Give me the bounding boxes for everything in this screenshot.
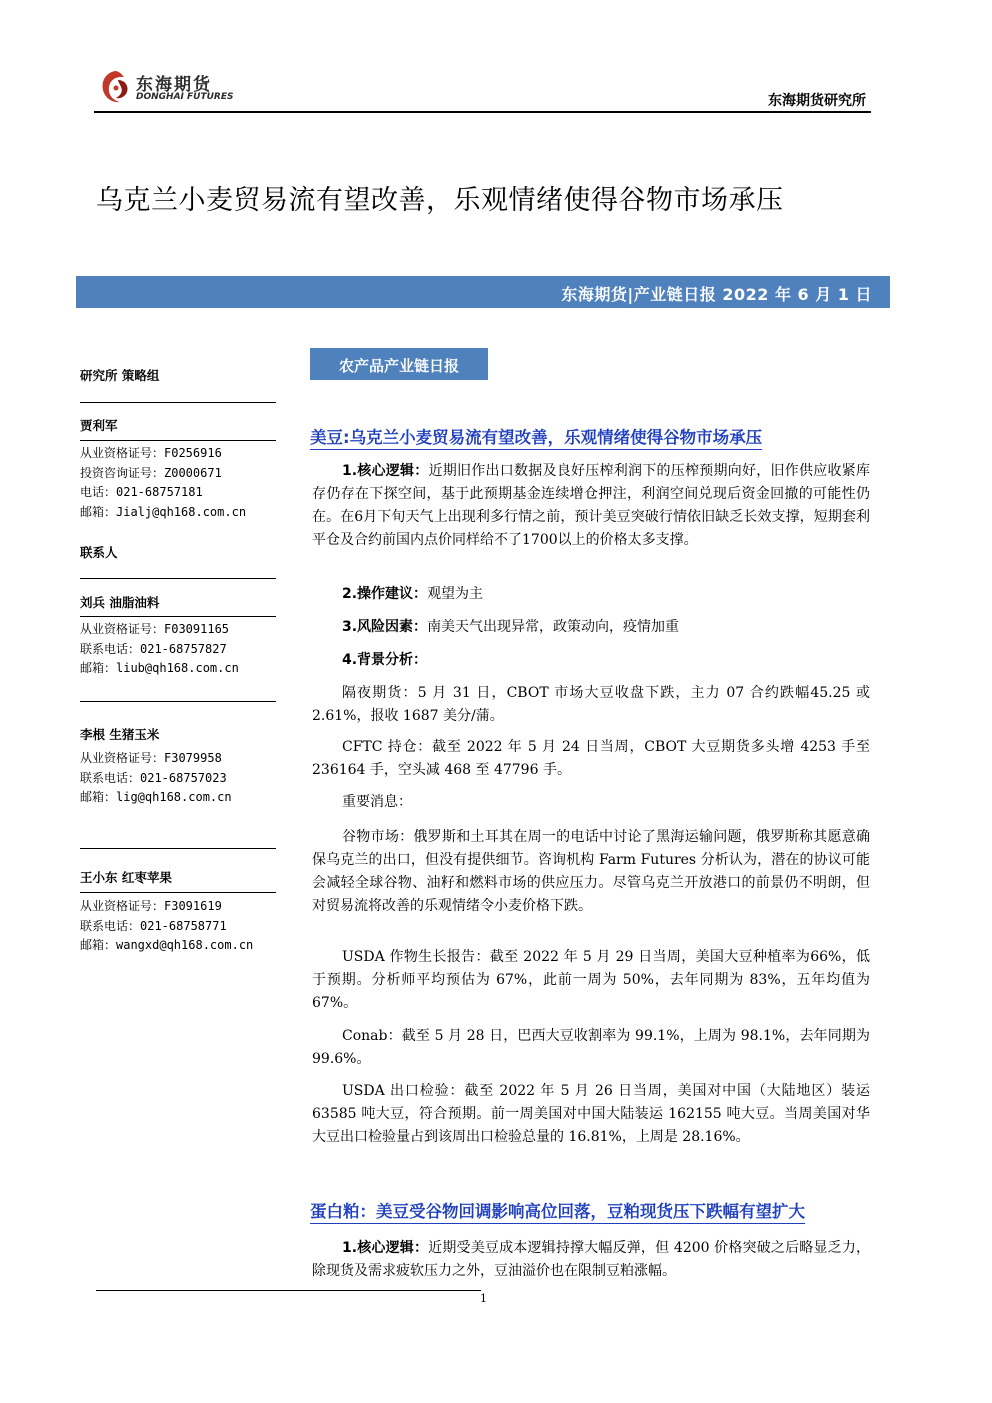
core-logic-text: 近期旧作出口数据及良好压榨利润下的压榨预期向好，旧作供应收紧库存仍存在下探空间，基于此预期基金连续增仓押注，利润空间兑现后资金回撤的可能性仍在。在6月下旬天气上出现利多行情之前，预计美豆突破行情依旧缺乏长效支撑，短期套利平仓及合约前国内点价同样给不了1700以上的价格太多支撑。 bbox=[312, 463, 871, 548]
analyst-phone: 电话：021-68757181 bbox=[80, 485, 203, 499]
section-tag bbox=[310, 348, 488, 380]
analyst-advisory-license: 投资咨询证号：Z0000671 bbox=[80, 465, 222, 480]
logo-english-name: DONGHAI FUTURES bbox=[136, 92, 234, 102]
contact-name: 刘兵 油脂油料 bbox=[80, 595, 160, 610]
news-label: 重要消息： bbox=[342, 794, 412, 810]
company-logo bbox=[98, 66, 258, 110]
usda-export-paragraph: USDA 出口检验：截至 2022 年 5 月 26 日当周，美国对中国（大陆地区）装运 63585 吨大豆，符合预期。前一周美国对中国大陆装运 162155 吨大豆。当周美国对华大豆出口检验量占到该周出口检验总量的 16.81%，上周是 28.16%。 bbox=[312, 1083, 870, 1145]
contact-phone: 联系电话：021-68757023 bbox=[80, 770, 227, 785]
department-label: 研究所 策略组 bbox=[80, 368, 160, 383]
analyst-name: 贾利军 bbox=[80, 418, 118, 433]
contact-license: 从业资格证号：F3079958 bbox=[80, 751, 222, 765]
cftc-paragraph: CFTC 持仓：截至 2022 年 5 月 24 日当周，CBOT 大豆期货多头增 4253 手至 236164 手，空头减 468 至 47796 手。 bbox=[312, 739, 870, 778]
overnight-futures-paragraph: 隔夜期货：5 月 31 日，CBOT 市场大豆收盘下跌，主力 07 合约跌幅45.25 或 2.61%，报收 1687 美分/蒲。 bbox=[312, 685, 870, 724]
contact-email: 邮箱：liub@qh168.com.cn bbox=[80, 661, 239, 675]
analyst-email: 邮箱：Jialj@qh168.com.cn bbox=[80, 504, 247, 519]
background-label: 4.背景分析： bbox=[342, 652, 428, 668]
sidebar-divider bbox=[80, 892, 276, 893]
contact-phone: 联系电话：021-68757827 bbox=[80, 641, 227, 656]
soybean-heading[interactable]: 美豆:乌克兰小麦贸易流有望改善，乐观情绪使得谷物市场承压 bbox=[310, 424, 762, 450]
contact-license: 从业资格证号：F3091619 bbox=[80, 899, 222, 913]
footer-divider bbox=[96, 1290, 481, 1291]
soybean-risk bbox=[312, 616, 870, 639]
institute-name: 东海期货研究所 bbox=[768, 93, 866, 109]
contact-name: 李根 生猪玉米 bbox=[80, 727, 160, 742]
logo-emblem-icon bbox=[98, 68, 132, 106]
contact-license: 从业资格证号：F03091165 bbox=[80, 622, 230, 636]
logo-chinese-name: 东海期货 bbox=[136, 75, 212, 95]
contact-email: 邮箱：wangxd@qh168.com.cn bbox=[80, 938, 254, 952]
header-divider bbox=[94, 111, 871, 113]
core-logic-text: 近期受美豆成本逻辑持撑大幅反弹，但 4200 价格突破之后略显乏力，除现货及需求疲软压力之外，豆油溢价也在限制豆粕涨幅。 bbox=[312, 1240, 871, 1279]
contacts-label: 联系人 bbox=[80, 545, 118, 560]
conab-paragraph: Conab：截至 5 月 28 日，巴西大豆收割率为 99.1%，上周为 98.1%，去年同期为 99.6%。 bbox=[312, 1028, 870, 1067]
contact-phone: 联系电话：021-68758771 bbox=[80, 918, 227, 933]
contact-email: 邮箱：lig@qh168.com.cn bbox=[80, 790, 232, 804]
advice-text: 观望为主 bbox=[427, 586, 484, 602]
report-title: 乌克兰小麦贸易流有望改善，乐观情绪使得谷物市场承压 bbox=[96, 185, 784, 216]
contact-info bbox=[80, 620, 239, 679]
grain-market-paragraph: 谷物市场：俄罗斯和土耳其在周一的电话中讨论了黑海运输问题，俄罗斯称其愿意确保乌克兰的出口，但没有提供细节。咨询机构 Farm Futures 分析认为，潜在的协议可能会减轻全球谷物、油籽和燃料市场的供应压力。尽管乌克兰开放港口的前景仍不明朗，但对贸易流将改善的乐观情绪令小麦价格下跌。 bbox=[312, 829, 870, 914]
advice-label: 2.操作建议： bbox=[342, 586, 428, 602]
sidebar-divider bbox=[80, 616, 276, 617]
contact-info bbox=[80, 749, 232, 808]
contact-name: 王小东 红枣苹果 bbox=[80, 870, 172, 885]
core-logic-label: 1.核心逻辑： bbox=[342, 1240, 429, 1256]
page-number: 1 bbox=[480, 1292, 487, 1305]
sidebar-divider bbox=[80, 440, 276, 441]
section-tag-label: 农产品产业链日报 bbox=[338, 357, 459, 375]
risk-label: 3.风险因素： bbox=[342, 619, 428, 635]
sidebar-divider bbox=[80, 402, 276, 403]
analyst-info bbox=[80, 444, 246, 522]
contact-info bbox=[80, 897, 253, 956]
usda-crop-paragraph: USDA 作物生长报告：截至 2022 年 5 月 29 日当周，美国大豆种植率为66%，低于预期。分析师平均预估为 67%，此前一周为 50%，去年同期为 83%，五年均值为 67%。 bbox=[312, 949, 870, 1011]
core-logic-label: 1.核心逻辑： bbox=[342, 463, 429, 479]
soybean-advice bbox=[312, 583, 870, 606]
soybean-background bbox=[312, 649, 870, 672]
risk-text: 南美天气出现异常，政策动向，疫情加重 bbox=[427, 619, 680, 635]
sidebar-divider bbox=[80, 701, 276, 702]
report-banner bbox=[76, 276, 890, 308]
analyst-license: 从业资格证号：F0256916 bbox=[80, 446, 222, 460]
banner-text: 东海期货|产业链日报 2022 年 6 月 1 日 bbox=[561, 285, 872, 304]
meal-heading[interactable]: 蛋白粕：美豆受谷物回调影响高位回落，豆粕现货压下跌幅有望扩大 bbox=[310, 1198, 805, 1224]
sidebar-divider bbox=[80, 848, 276, 849]
sidebar-divider bbox=[80, 578, 276, 579]
meal-core-logic bbox=[312, 1237, 870, 1283]
soybean-core-logic bbox=[312, 460, 870, 552]
